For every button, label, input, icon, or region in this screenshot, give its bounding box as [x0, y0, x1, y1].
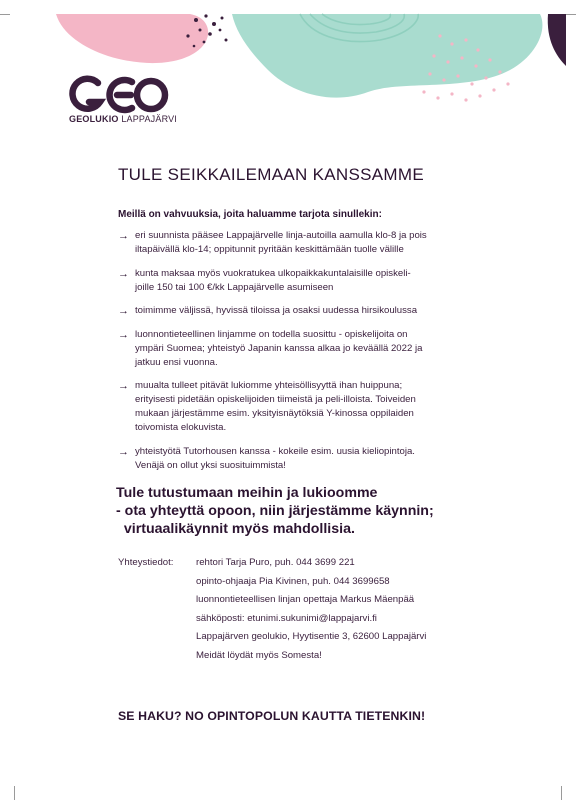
cta-line: Tule tutustumaan meihin ja lukioomme: [116, 485, 378, 501]
strengths-list: [118, 229, 468, 482]
list-item: [118, 379, 468, 435]
page-title: TULE SEIKKAILEMAAN KANSSAMME: [118, 165, 424, 184]
arrow-right-icon: →: [118, 445, 129, 458]
contact-lines: [196, 554, 426, 665]
list-item: [118, 229, 468, 257]
arrow-right-icon: →: [118, 267, 129, 280]
bullet-text-line: joille 150 tai 100 €/kk Lappajärvelle asumiseen: [135, 281, 334, 293]
bullet-text-line: mukaan järjestämme esim. yksityisnäytöksiä Y-kinossa oppilaiden: [135, 408, 414, 419]
contact-line: luonnontieteellisen linjan opettaja Markus Mäenpää: [196, 594, 415, 605]
contact-line: sähköposti: etunimi.sukunimi@lappajarvi.fi: [196, 612, 377, 624]
contact-line: Meidät löydät myös Somesta!: [196, 649, 322, 661]
list-item: [118, 445, 468, 473]
bullet-text-line: Venäjä on ollut yksi suosituimmista!: [135, 459, 286, 471]
crop-mark: [14, 786, 15, 800]
contact-line: Lappajärven geolukio, Hyytisentie 3, 62600 Lappajärvi: [196, 631, 427, 642]
cta-line: virtuaalikäynnit myös mahdollisia.: [116, 521, 355, 537]
bullet-text-line: yhteistyötä Tutorhousen kanssa - kokeile esim. uusia kieliopintoja.: [135, 445, 415, 457]
bullet-text-line: jatkuu ensi vuonna.: [135, 356, 218, 368]
bullet-text-line: erityisesti pidetään opiskelijoiden tiimeistä ja peli-illoista. Toiveiden: [135, 394, 416, 405]
bullet-text-line: luonnontieteellinen linjamme on todella suosittu - opiskelijoita on: [135, 328, 408, 340]
bullet-text-line: kunta maksaa myös vuokratukea ulkopaikkakuntalaisille opiskeli-: [135, 267, 411, 279]
list-item: [118, 328, 468, 370]
footer-slogan: SE HAKU? NO OPINTOPOLUN KAUTTA TIETENKIN!: [118, 709, 426, 723]
bullet-text-line: muualta tulleet pitävät lukiomme yhteisöllisyyttä ihan huippuna;: [135, 380, 403, 391]
bullet-text-line: toivomista elokuvista.: [135, 422, 227, 433]
contact-label: Yhteystiedot:: [118, 557, 174, 568]
geo-logo: [69, 73, 169, 133]
arrow-right-icon: →: [118, 230, 129, 242]
bullet-text-line: toimimme väljissä, hyvissä tiloissa ja osaksi uudessa hirsikoulussa: [135, 305, 418, 316]
crop-mark: [561, 786, 562, 800]
crop-mark: [566, 14, 576, 15]
crop-mark: [0, 14, 10, 15]
list-item: [118, 304, 468, 318]
bullet-text-line: eri suunnista pääsee Lappajärvelle linja-autoilla aamulla klo-8 ja pois: [135, 230, 427, 241]
list-item: [118, 267, 468, 295]
contact-line: opinto-ohjaaja Pia Kivinen, puh. 044 3699658: [196, 575, 390, 587]
arrow-right-icon: →: [118, 328, 129, 341]
school-name: GEOLUKIO LAPPAJÄRVI: [69, 114, 178, 124]
cta-line: - ota yhteyttä opoon, niin järjestämme käynnin;: [116, 503, 434, 519]
arrow-right-icon: →: [118, 305, 129, 317]
bullet-text-line: ympäri Suomea; yhteistyö Japanin kanssa alkaa jo keväällä 2022 ja: [135, 342, 423, 354]
arrow-right-icon: →: [118, 380, 129, 392]
intro-text: Meillä on vahvuuksia, joita haluamme tarjota sinullekin:: [118, 209, 382, 220]
call-to-action: [116, 484, 476, 538]
bullet-text-line: iltapäivällä klo-14; oppitunnit pyritään keskittämään tuolle välille: [135, 244, 404, 255]
contact-line: rehtori Tarja Puro, puh. 044 3699 221: [196, 557, 355, 568]
